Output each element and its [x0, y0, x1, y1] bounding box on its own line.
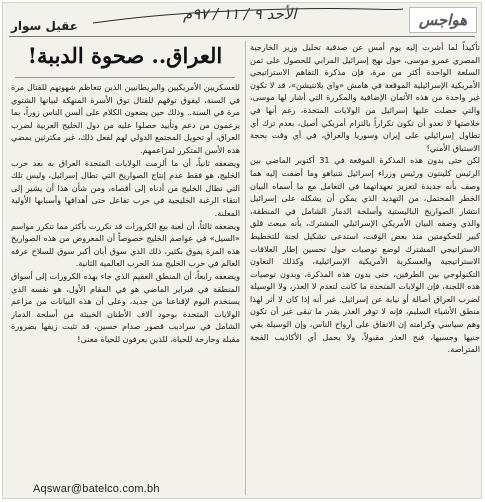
article-column-left	[11, 81, 240, 456]
paragraph: تأكيداً لما أشرت إليه يوم أمس عن صدقية تحليل وزير الخارجية المصري عمرو موسى، حول نهج إسرائيل المرابي للحصول على ثمن السلعة الواحدة أكثر من مرة، فإن مذكرة التفاهم الاستراتيجي الأمريكية الإسرائيلية الموقعة في هامش «واي بلانتيشن»، قد لا تكون غير واحدة من هذه الأثمان الإضافية والمكررة التي أشار لها موسى، والتي حصلت عليها إسرائيل من الولايات المتحدة، رغم أنها في خلاصتها لا تعدو أن تكون تكراراً بالتزام أمريكي أصيل، بعدم ترك أي تطاول إسرائيلي على إيران وسوريا والعراق، في أي وقت بحجة الاستباق الأمني!	[250, 42, 480, 153]
paragraph: ويضعفه ثالثاً، أن لعبة بيع الكروزات قد تكررت بأكثر مما تتكرر مواسم «السيل» في عواصم الخليج خصوصاً أن المعروض من هذه الصواريخ هذه المرة يفوق بكثير، ذلك الذي سوق أبان أكبر سوق للسلاح عرفه العالم في حرب الخليج منذ الحرب العالمية الثانية.	[11, 220, 240, 269]
section-title: هواجس	[418, 11, 468, 29]
column-header	[3, 3, 481, 37]
section-logo-box	[409, 7, 477, 33]
column-divider	[245, 41, 246, 495]
article-headline: العراق.. صحوة الدببة!	[27, 43, 223, 68]
paragraph: للعسكريين الأمريكيين والبريطانيين الذين تتعاظم شهوتهم للقتال مرة في السنة، ليفوق توقهم للقتال توق الأسرة المنهكة لبياتها الشتوي مرة في السنة.. وذلك حين يضعون الكلام على ألسن الناس زوراً، بما يزعمون من دعم وتأييد حصلوا عليه من دول الخليج العربية لضرب العراق، أو تحويل المجتمع الدولي لهم لفعل ذلك، غير مكترثين بمضي هذه الأسن المتكرر لمزاعمهم.	[11, 82, 240, 155]
headline-underline	[15, 77, 235, 78]
paragraph: ويضعفه ثانياً، أن ما ألزمت الولايات المتحدة العراق به بعد حرب الخليج، هو فقط عدم إنتاج الصواريخ التي تطال إسرائيل، وليس تلك التي تطال الخليج من أدناه إلى أقصاه، ومن شأن هذا أن يشير إلى انتقاء الرغبة الخليجية في حرب تفاعل حتى أهدافها وأسبابها الأولية المعلنة.	[11, 157, 240, 218]
author-email: Aqswar@batelco.com.bh	[33, 483, 160, 495]
handwritten-date: الأحد ٩ / ١١ / ٩٧م	[183, 5, 297, 23]
newspaper-clipping	[2, 2, 482, 499]
author-name: عقيل سوار	[11, 19, 78, 33]
article-column-right	[250, 41, 480, 496]
paragraph: ويضعفه رابعاً، أن المنطق العقيم الذي جاء بهذه الكروزات إلى أسواق المنطقة في فبراير الماضي هو في المقام الأول، هو نفسه الذي يستخدم اليوم لإقناعنا من جديد، وعلى أن هذه البيانات من مزاعم الولايات المتحدة بوجود آلاف الأطنان الخبيئة من أسلحة الدمار الشامل في سراديب قصور صدام حسين، قد تثبت زيفها بضرورة مقبلة وجارحة للحياة، للذين يعرفون للحياة معنى!	[11, 270, 240, 344]
paragraph: لكن حتى بدون هذه المذكرة الموقعة في 31 أكتوبر الماضي بين الرئيس كلينتون ورئيس وزراء إسرائيل نتنياهو وما أضفت إليه هما وصف بأنه جديدة لتعزيز تعهداتهما في التعامل مع ما أسماه البيان الخطر المحتمل، من التهديد الذي يمكن أن يشكله على إسرائيل انتشار الصواريخ الباليستية وأسلحة الدمار الشامل في المنطقة، والذي وصفه البيان الأمريكي الإسرائيلي المشترك، بأنه مبعث قلق كبير للحكومتين منذ بعض الوقت، استدعى تشكيل لجنة للتخطيط الاستراتيجي المشترك لوضع توصيات حول تحسين إطار العلاقات الاستراتيجية والعسكرية الأمريكية الإسرائيلية، وكذلك التعاون التكنولوجي بين الطرفين، حتى بدون هذه المذكرة، وبدون توصيات هذه اللجنة، فإن الولايات المتحدة ما كانت لتعدم لا العذر، ولا الوسيلة لضرب العراق أصالة أو نيابة عن إسرائيل. غير أنه إذا كان لا أثر لهذا منطق الأشياء السليم، فإنه لا توفر العذر بقدر ما تبقى غير أن تكون وهم سياسي وكرامته إن الاتفاق على أرواح الناس، وإن الوسيلة بقي جنيها وجسيها، فبح العذر مقبولاً، ولا يحمل أي الأكاذيب الفجة المتراصة.	[250, 155, 480, 355]
header-rule	[9, 36, 475, 37]
